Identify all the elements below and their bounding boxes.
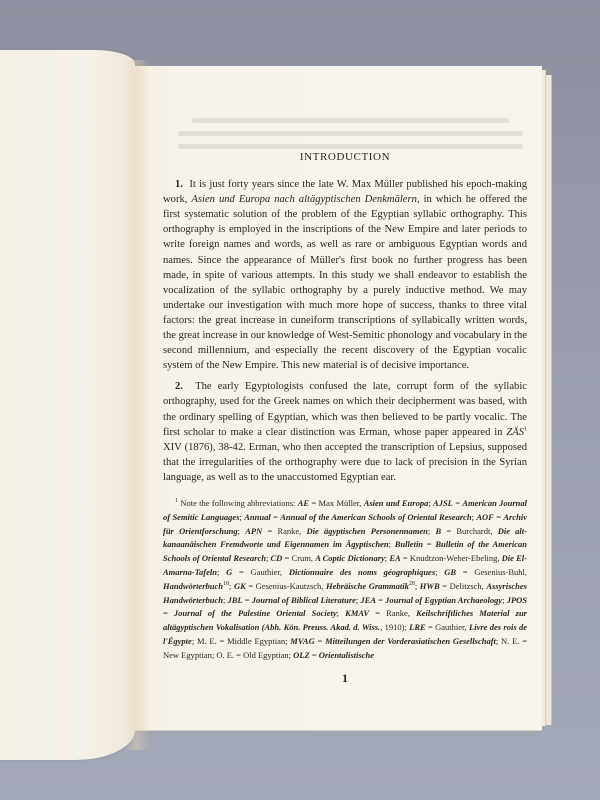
text-run: = Gauthier, [232, 566, 289, 577]
italic-text: GB [444, 566, 457, 577]
text-run: ; [355, 594, 361, 605]
italic-text: EA [389, 553, 401, 564]
italic-text: Mitteilungen der Vorderasiatischen Gesellschaft [325, 635, 496, 646]
italic-text: Keilschriftliches Material zur altägyptischen Vokalisation (Abh. Kön. Preuss. Akad. d. Wiss. [163, 608, 527, 633]
italic-text: Bulletin [394, 539, 424, 550]
text-run: ; [428, 497, 434, 508]
italic-text: Die altkanaanäischen Fremdworte und Eigennamen im Ägyptischen [163, 525, 528, 550]
page-title: INTRODUCTION [299, 151, 391, 163]
italic-text: Journal of Egyptian Archaeology [385, 594, 503, 605]
text-run: = Delitzsch, [439, 580, 487, 591]
italic-text: AOF [476, 511, 494, 522]
paragraph-number: 2. [175, 381, 183, 393]
text-run: = [376, 594, 386, 605]
italic-text: ZÄS [506, 426, 524, 438]
italic-text: AJSL [433, 497, 453, 508]
page-number: 1 [342, 671, 348, 686]
text-run: = [270, 511, 281, 522]
text-run: ; [217, 566, 227, 577]
text-run: ; [237, 525, 246, 536]
footnote-reference: 1 [524, 426, 527, 433]
italic-text: Die ägyptischen Personennamen [306, 525, 428, 536]
text-run: The early Egyptologists confused the late, corrupt form of the syllabic orthography, used for the Greek names on which their decipherment was based, with the ordinary spelling of Egyptian, which was then believed to be partly vocalic. The first scholar to make a clear distinction was Erman, whose paper appeared in [163, 381, 528, 438]
italic-text: Archiv für Orientforschung [163, 511, 527, 536]
italic-text: Livre des rois de l'Égypte [163, 622, 527, 646]
italic-text: KMAV [345, 608, 370, 619]
text-run: ; [336, 608, 346, 619]
text-run: = Crum, [282, 553, 316, 564]
text-run: ; N. E. = New Egyptian; O. E. = Old Egyptian; [163, 635, 527, 660]
text-run: = Knudtzon-Weber-Ebeling, [400, 553, 502, 564]
page-content [163, 150, 527, 686]
text-run: = [163, 608, 174, 619]
paragraph-1 [163, 177, 527, 373]
paragraph-text [163, 179, 527, 371]
text-run: , in which he offered the first systematic solution of the problem of the Egyptian syllabic orthography. This orthography is employed in the inscriptions of the New Empire and later periods to write foreign names and words, as well as rare or ambiguous Egyptian words and names. Since the appearance of Müller's first book no further progress has been made, in spite of various attempts. In this study we shall endeavor to establish the vocalization of the syllabic orthography by a purely inductive method. We may undertake our investigation with much more hope of success, thanks to three vital factors: the great increase in cuneiform transcriptions of syllabically written words, the great increase in our knowledge of West-Semitic phonology and vocabulary in the second millennium, and especially the recent discovery of the Egyptian vocalic system of the New Empire. This new material is of decisive importance. [163, 194, 528, 372]
paragraph-number: 1. [175, 179, 183, 191]
text-run: = [493, 511, 504, 522]
text-run: = Ranke, [262, 525, 307, 536]
text-run: = [423, 539, 436, 550]
text-run: ; [229, 580, 234, 591]
italic-text: Orientalistische [318, 649, 374, 660]
italic-text: JPOS [506, 594, 528, 605]
text-run: = Gauthier, [425, 622, 470, 633]
text-run: = Ranke, [369, 608, 417, 619]
italic-text: Journal of the Palestine Oriental Society [173, 608, 337, 619]
show-through-line [178, 144, 523, 149]
italic-text: Handwörterbuch [163, 580, 223, 591]
italic-text: B [435, 525, 442, 536]
text-run: ; [223, 594, 228, 605]
italic-text: JBL [227, 594, 243, 605]
paragraph-2 [163, 379, 527, 485]
italic-text: CD [270, 553, 283, 564]
show-through-line [178, 131, 523, 136]
text-run: ; [239, 511, 245, 522]
text-run: = [309, 649, 319, 660]
footnote-reference: 18 [223, 580, 229, 587]
italic-text: APN [245, 525, 263, 536]
italic-text: Asien und Europa nach altägyptischen Denkmälern [191, 194, 417, 206]
text-run: = Gesenius-Buhl, [456, 566, 527, 577]
italic-text: JEA [360, 594, 377, 605]
italic-text: Journal of Biblical Literature [251, 594, 356, 605]
italic-text: OLZ [293, 649, 310, 660]
text-run: ; [388, 539, 395, 550]
italic-text: Assyrisches Handwörterbuch [163, 580, 527, 605]
italic-text: Dictionnaire des noms géographiques [288, 566, 436, 577]
italic-text: LRE [409, 622, 426, 633]
italic-text: HWB [419, 580, 440, 591]
italic-text: Annual of the American Schools of Oriental Research [280, 511, 472, 522]
text-run: Note the following abbreviations: [180, 497, 298, 508]
text-run: ; M. E. = Middle Egyptian; [191, 635, 291, 646]
italic-text: Annual [244, 511, 271, 522]
text-run: = [242, 594, 252, 605]
paragraph-text [163, 381, 527, 483]
text-run: = Max Müller, [309, 497, 364, 508]
text-run: XIV (1876), 38-42. Erman, who then accepted the transcription of Lepsius, supposed that the irregularities of the orthography were due to lack of precision in the Syrian language, as well as to the unaccustomed Egyptian ear. [163, 441, 527, 483]
text-run: , 1910); [380, 622, 410, 633]
footnote [163, 497, 527, 663]
text-run: = Burchardt, [441, 525, 498, 536]
text-run: ; [265, 553, 271, 564]
text-run: ; [384, 553, 390, 564]
footnote-reference: 28 [408, 580, 415, 587]
text-run: It is just forty years since the late W. Max Müller published his epoch-making work, [163, 179, 528, 206]
text-run: ; [435, 566, 445, 577]
text-run: = [314, 635, 326, 646]
italic-text: AE [297, 497, 310, 508]
italic-text: GK [233, 580, 246, 591]
text-run: ; [502, 594, 507, 605]
italic-text: A Coptic Dictionary [315, 553, 385, 564]
text-run: ; [414, 580, 420, 591]
italic-text: Bulletin of the American Schools of Oriental Research [163, 539, 527, 564]
italic-text: Asien und Europa [363, 497, 429, 508]
text-run: = Gesenius-Kautzsch, [245, 580, 326, 591]
italic-text: Hebräische Grammatik [326, 580, 409, 591]
left-page [0, 50, 135, 760]
footnote-text [163, 498, 527, 660]
text-run: ; [471, 511, 477, 522]
text-run: ; [427, 525, 436, 536]
show-through-line [192, 118, 509, 123]
italic-text: American Journal of Semitic Languages [163, 497, 527, 522]
italic-text: Die El-Amarna-Tafeln [163, 553, 527, 577]
footnote-marker: 1 [175, 498, 178, 505]
italic-text: G [226, 566, 233, 577]
text-run: = [452, 497, 463, 508]
italic-text: MVAG [290, 635, 315, 646]
